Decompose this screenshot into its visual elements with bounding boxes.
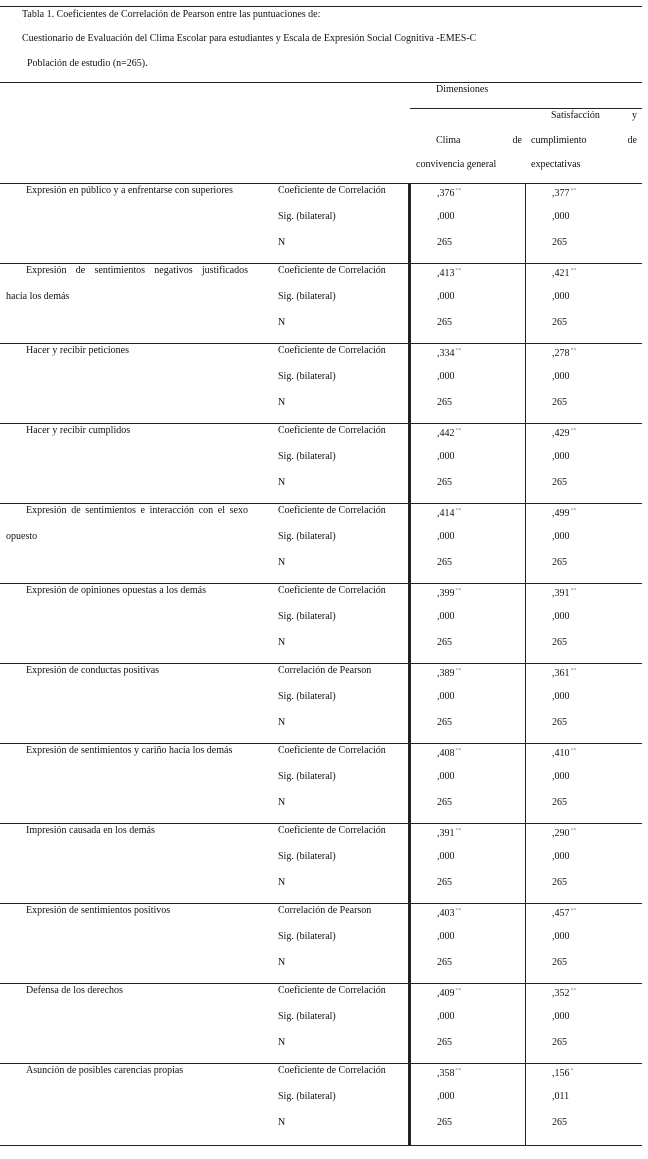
stat-label: Coeficiente de Correlación [278, 505, 386, 516]
cell-value: ,409 [437, 988, 455, 999]
stat-label: N [278, 637, 286, 648]
cell-value: ,278 [552, 348, 570, 359]
significance-marker: ** [455, 828, 462, 834]
cell-satisfaccion [552, 505, 577, 520]
stat-label: Sig. (bilateral) [278, 451, 336, 462]
cell-value: 265 [552, 1117, 567, 1128]
cell-clima-convivencia [437, 665, 462, 680]
cell-value: 265 [552, 717, 567, 728]
significance-marker: ** [455, 348, 462, 354]
stat-label: Coeficiente de Correlación [278, 985, 386, 996]
table-top-rule [0, 6, 642, 7]
cell-value: ,413 [437, 268, 455, 279]
cell-value: 265 [437, 637, 452, 648]
cell-clima-convivencia [437, 557, 452, 569]
cell-satisfaccion [552, 957, 567, 969]
cell-value: ,000 [437, 531, 455, 542]
cell-satisfaccion [552, 1037, 567, 1049]
row-label: Expresión de opiniones opuestas a los demás [26, 585, 206, 596]
stat-label: Sig. (bilateral) [278, 931, 336, 942]
stat-label: Coeficiente de Correlación [278, 185, 386, 196]
cell-value: ,389 [437, 668, 455, 679]
cell-value: ,000 [437, 771, 455, 782]
row-label: Hacer y recibir cumplidos [26, 425, 131, 436]
cell-value: ,421 [552, 268, 570, 279]
cell-satisfaccion [552, 985, 577, 1000]
cell-value: ,290 [552, 828, 570, 839]
stat-label: Coeficiente de Correlación [278, 745, 386, 756]
cell-clima-convivencia [437, 397, 452, 409]
cell-clima-convivencia [437, 291, 455, 303]
significance-marker: ** [570, 268, 577, 274]
stat-label: Coeficiente de Correlación [278, 425, 386, 436]
cell-clima-convivencia [437, 1065, 462, 1080]
cell-satisfaccion [552, 425, 577, 440]
cell-clima-convivencia [437, 985, 462, 1000]
cell-clima-convivencia [437, 771, 455, 783]
cell-value: ,442 [437, 428, 455, 439]
cell-satisfaccion [552, 1091, 569, 1103]
cell-clima-convivencia [437, 1091, 455, 1103]
cell-satisfaccion [552, 265, 577, 280]
significance-marker: ** [455, 748, 462, 754]
cell-value: ,429 [552, 428, 570, 439]
stat-label: Sig. (bilateral) [278, 371, 336, 382]
stat-label: N [278, 557, 286, 568]
row-label: hacia los demás [6, 291, 70, 302]
significance-marker: ** [570, 188, 577, 194]
cell-value: ,334 [437, 348, 455, 359]
cell-clima-convivencia [437, 211, 455, 223]
cell-satisfaccion [552, 557, 567, 569]
stat-label: Coeficiente de Correlación [278, 345, 386, 356]
cell-clima-convivencia [437, 1011, 455, 1023]
row-label: Defensa de los derechos [26, 985, 123, 996]
cell-clima-convivencia [437, 185, 462, 200]
cell-clima-convivencia [437, 611, 455, 623]
cell-value: ,000 [552, 611, 570, 622]
cell-value: ,403 [437, 908, 455, 919]
cell-satisfaccion [552, 531, 570, 543]
cell-satisfaccion [552, 211, 570, 223]
cell-clima-convivencia [437, 505, 462, 520]
cell-satisfaccion [552, 1011, 570, 1023]
stat-label: N [278, 1037, 286, 1048]
cell-value: ,377 [552, 188, 570, 199]
cell-value: ,414 [437, 508, 455, 519]
cell-satisfaccion [552, 291, 570, 303]
cell-satisfaccion [552, 905, 577, 920]
row-label: Expresión de sentimientos y cariño hacia los demás [26, 745, 233, 756]
stat-label: Correlación de Pearson [278, 665, 372, 676]
row-label: Impresión causada en los demás [26, 825, 155, 836]
row-separator [0, 983, 642, 984]
row-separator [0, 743, 642, 744]
row-separator [0, 343, 642, 344]
caption-title: Tabla 1. Coeficientes de Correlación de Pearson entre las puntuaciones de: [22, 9, 321, 20]
col2-header-line1: Satisfacción y [551, 110, 637, 121]
cell-value: ,399 [437, 588, 455, 599]
stat-label: Sig. (bilateral) [278, 291, 336, 302]
cell-value: ,000 [552, 691, 570, 702]
cell-value: ,000 [552, 291, 570, 302]
cell-satisfaccion [552, 717, 567, 729]
cell-clima-convivencia [437, 237, 452, 249]
cell-clima-convivencia [437, 265, 462, 280]
cell-value: 265 [552, 637, 567, 648]
cell-value: ,000 [437, 931, 455, 942]
significance-marker: ** [570, 988, 577, 994]
table-divider-thin [525, 183, 526, 1146]
cell-value: 265 [552, 877, 567, 888]
cell-clima-convivencia [437, 425, 462, 440]
stat-label: Correlación de Pearson [278, 905, 372, 916]
cell-value: ,391 [437, 828, 455, 839]
cell-satisfaccion [552, 185, 577, 200]
stat-label: N [278, 317, 286, 328]
cell-value: ,000 [437, 611, 455, 622]
cell-value: ,000 [437, 1091, 455, 1102]
significance-marker: ** [570, 828, 577, 834]
cell-value: ,457 [552, 908, 570, 919]
cell-value: ,000 [552, 931, 570, 942]
stat-label: Sig. (bilateral) [278, 611, 336, 622]
row-separator [0, 503, 642, 504]
significance-marker: ** [455, 428, 462, 434]
cell-value: 265 [552, 1037, 567, 1048]
cell-clima-convivencia [437, 637, 452, 649]
cell-satisfaccion [552, 477, 567, 489]
cell-satisfaccion [552, 317, 567, 329]
caption-population: Población de estudio (n=265). [27, 58, 148, 69]
row-label: opuesto [6, 531, 38, 542]
cell-clima-convivencia [437, 1037, 452, 1049]
row-separator [0, 663, 642, 664]
stat-label: Sig. (bilateral) [278, 531, 336, 542]
cell-value: ,361 [552, 668, 570, 679]
cell-satisfaccion [552, 371, 570, 383]
cell-value: 265 [552, 797, 567, 808]
cell-value: 265 [552, 397, 567, 408]
cell-clima-convivencia [437, 877, 452, 889]
cell-value: ,000 [552, 451, 570, 462]
stat-label: N [278, 237, 286, 248]
cell-value: ,000 [437, 1011, 455, 1022]
cell-clima-convivencia [437, 451, 455, 463]
cell-value: 265 [437, 1117, 452, 1128]
cell-value: 265 [552, 957, 567, 968]
stat-label: Sig. (bilateral) [278, 211, 336, 222]
cell-value: ,000 [437, 691, 455, 702]
cell-value: ,000 [552, 851, 570, 862]
cell-value: 265 [552, 557, 567, 568]
row-separator [0, 823, 642, 824]
cell-value: 265 [437, 317, 452, 328]
cell-satisfaccion [552, 611, 570, 623]
cell-satisfaccion [552, 1065, 574, 1080]
col1-header-line2: convivencia general [416, 159, 497, 170]
cell-satisfaccion [552, 931, 570, 943]
significance-marker: ** [570, 748, 577, 754]
cell-value: ,352 [552, 988, 570, 999]
cell-value: ,000 [437, 371, 455, 382]
cell-value: ,499 [552, 508, 570, 519]
cell-satisfaccion [552, 345, 577, 360]
significance-marker: ** [570, 908, 577, 914]
dimensions-header: Dimensiones [436, 84, 489, 95]
cell-satisfaccion [552, 745, 577, 760]
cell-value: 265 [552, 477, 567, 488]
table-bottom-rule [0, 1145, 642, 1146]
cell-value: ,000 [552, 211, 570, 222]
cell-clima-convivencia [437, 531, 455, 543]
stat-label: Sig. (bilateral) [278, 1011, 336, 1022]
cell-clima-convivencia [437, 1117, 452, 1129]
cell-clima-convivencia [437, 371, 455, 383]
significance-marker: ** [455, 268, 462, 274]
cell-satisfaccion [552, 771, 570, 783]
cell-value: ,410 [552, 748, 570, 759]
cell-value: 265 [437, 557, 452, 568]
stat-label: Coeficiente de Correlación [278, 585, 386, 596]
row-separator [0, 903, 642, 904]
row-label: Expresión de sentimientos positivos [26, 905, 171, 916]
significance-marker: ** [570, 428, 577, 434]
cell-satisfaccion [552, 451, 570, 463]
cell-value: ,391 [552, 588, 570, 599]
cell-clima-convivencia [437, 745, 462, 760]
cell-clima-convivencia [437, 317, 452, 329]
cell-value: ,376 [437, 188, 455, 199]
cell-clima-convivencia [437, 691, 455, 703]
stat-label: N [278, 717, 286, 728]
dimensions-rule [410, 108, 642, 109]
cell-value: ,000 [552, 771, 570, 782]
cell-satisfaccion [552, 585, 577, 600]
cell-value: ,358 [437, 1068, 455, 1079]
significance-marker: * [570, 1068, 574, 1074]
stat-label: N [278, 397, 286, 408]
significance-marker: ** [455, 1068, 462, 1074]
cell-clima-convivencia [437, 477, 452, 489]
cell-satisfaccion [552, 797, 567, 809]
cell-clima-convivencia [437, 931, 455, 943]
cell-satisfaccion [552, 825, 577, 840]
significance-marker: ** [570, 668, 577, 674]
cell-satisfaccion [552, 397, 567, 409]
cell-clima-convivencia [437, 797, 452, 809]
cell-value: 265 [437, 397, 452, 408]
row-label: Hacer y recibir peticiones [26, 345, 130, 356]
stat-label: Sig. (bilateral) [278, 691, 336, 702]
cell-satisfaccion [552, 851, 570, 863]
col1-header-line1: Clima de [436, 135, 522, 146]
caption-subtitle: Cuestionario de Evaluación del Clima Escolar para estudiantes y Escala de Expresión Social Cognitiva -EMES-C [22, 33, 477, 44]
cell-clima-convivencia [437, 905, 462, 920]
cell-value: 265 [437, 957, 452, 968]
significance-marker: ** [570, 588, 577, 594]
cell-value: ,408 [437, 748, 455, 759]
significance-marker: ** [570, 348, 577, 354]
row-label: Expresión de conductas positivas [26, 665, 160, 676]
cell-value: 265 [437, 237, 452, 248]
col2-header-line2: cumplimiento de [531, 135, 637, 146]
stat-label: Coeficiente de Correlación [278, 1065, 386, 1076]
cell-value: ,011 [552, 1091, 570, 1102]
row-separator [0, 583, 642, 584]
cell-satisfaccion [552, 665, 577, 680]
stat-label: N [278, 877, 286, 888]
stat-label: N [278, 957, 286, 968]
stat-label: Sig. (bilateral) [278, 771, 336, 782]
stat-label: Coeficiente de Correlación [278, 825, 386, 836]
cell-clima-convivencia [437, 345, 462, 360]
cell-satisfaccion [552, 691, 570, 703]
cell-value: 265 [437, 1037, 452, 1048]
cell-satisfaccion [552, 1117, 567, 1129]
significance-marker: ** [455, 588, 462, 594]
significance-marker: ** [455, 988, 462, 994]
cell-value: ,000 [437, 291, 455, 302]
cell-clima-convivencia [437, 585, 462, 600]
header-top-rule [0, 82, 642, 83]
header-bottom-rule [0, 183, 642, 184]
row-label: Asunción de posibles carencias propias [26, 1065, 184, 1076]
cell-satisfaccion [552, 877, 567, 889]
row-label: Expresión de sentimientos e interacción con el sexo [26, 505, 248, 516]
significance-marker: ** [570, 508, 577, 514]
cell-value: ,000 [437, 851, 455, 862]
stat-label: N [278, 477, 286, 488]
significance-marker: ** [455, 908, 462, 914]
cell-value: ,000 [552, 531, 570, 542]
significance-marker: ** [455, 668, 462, 674]
cell-clima-convivencia [437, 851, 455, 863]
row-label: Expresión en público y a enfrentarse con superiores [26, 185, 233, 196]
stat-label: N [278, 1117, 286, 1128]
significance-marker: ** [455, 188, 462, 194]
row-label: Expresión de sentimientos negativos justificados [26, 265, 248, 276]
cell-value: ,000 [552, 1011, 570, 1022]
cell-clima-convivencia [437, 717, 452, 729]
stat-label: N [278, 797, 286, 808]
cell-satisfaccion [552, 637, 567, 649]
cell-value: ,000 [437, 451, 455, 462]
cell-value: ,000 [437, 211, 455, 222]
table-divider-thick [408, 183, 411, 1146]
cell-value: ,000 [552, 371, 570, 382]
cell-value: 265 [437, 797, 452, 808]
cell-value: 265 [437, 717, 452, 728]
row-separator [0, 1063, 642, 1064]
stat-label: Sig. (bilateral) [278, 1091, 336, 1102]
cell-value: 265 [437, 477, 452, 488]
cell-value: 265 [437, 877, 452, 888]
significance-marker: ** [455, 508, 462, 514]
col2-header-line3: expectativas [531, 159, 581, 170]
row-separator [0, 423, 642, 424]
row-separator [0, 263, 642, 264]
stat-label: Coeficiente de Correlación [278, 265, 386, 276]
cell-clima-convivencia [437, 825, 462, 840]
cell-satisfaccion [552, 237, 567, 249]
cell-value: 265 [552, 317, 567, 328]
cell-clima-convivencia [437, 957, 452, 969]
cell-value: 265 [552, 237, 567, 248]
cell-value: ,156 [552, 1068, 570, 1079]
stat-label: Sig. (bilateral) [278, 851, 336, 862]
